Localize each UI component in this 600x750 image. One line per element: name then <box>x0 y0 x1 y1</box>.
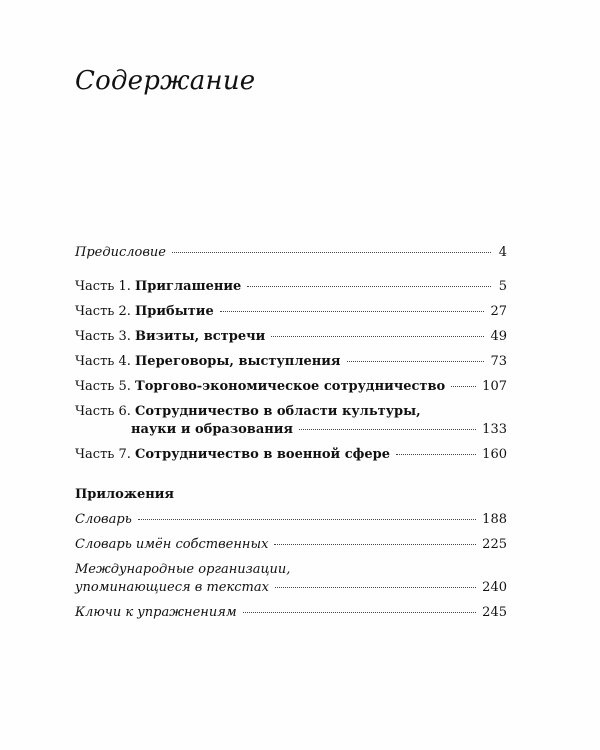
toc-entry-label: Ключи к упражнениям <box>75 605 237 620</box>
dot-leader <box>299 428 476 430</box>
toc-page-number: 49 <box>490 329 507 344</box>
toc-page-number: 27 <box>490 304 507 319</box>
toc-page-number: 160 <box>482 447 507 462</box>
toc-page-number: 188 <box>482 512 507 527</box>
toc-entry-appendix-1[interactable] <box>75 511 507 529</box>
toc-entry-part-7[interactable] <box>75 446 507 464</box>
dot-leader <box>243 611 477 613</box>
toc-page-number: 133 <box>482 422 507 437</box>
part-title: Переговоры, выступления <box>135 354 341 369</box>
dot-leader <box>274 543 476 545</box>
toc-entry-appendix-4[interactable] <box>75 604 507 622</box>
part-title: Сотрудничество в военной сфере <box>135 447 390 462</box>
part-title: Визиты, встречи <box>135 329 266 344</box>
table-of-contents <box>75 244 507 622</box>
toc-page-number: 107 <box>482 379 507 394</box>
part-title-continued: науки и образования <box>131 422 294 437</box>
toc-entry-part-3[interactable] <box>75 328 507 346</box>
toc-entry-label: Словарь имён собственных <box>75 537 269 552</box>
dot-leader <box>275 586 476 588</box>
toc-entry-part-6[interactable] <box>75 403 507 439</box>
toc-page-number: 240 <box>482 580 507 595</box>
dot-leader <box>451 385 476 387</box>
toc-page-number: 73 <box>490 354 507 369</box>
toc-entry-part-1[interactable] <box>75 278 507 296</box>
part-number: Часть 4. <box>75 354 131 369</box>
part-title: Прибытие <box>135 304 214 319</box>
dot-leader <box>271 335 484 337</box>
toc-entry-appendix-3[interactable] <box>75 561 507 597</box>
dot-leader <box>220 310 485 312</box>
part-number: Часть 2. <box>75 304 131 319</box>
appendix-heading: Приложения <box>75 487 175 502</box>
toc-entry-preface[interactable] <box>75 244 507 262</box>
toc-page-number: 4 <box>498 245 507 260</box>
page-title: Содержание <box>75 66 256 96</box>
dot-leader <box>172 251 491 253</box>
toc-entry-part-5[interactable] <box>75 378 507 396</box>
toc-page-number: 5 <box>498 279 507 294</box>
dot-leader <box>138 518 476 520</box>
part-title: Приглашение <box>135 279 242 294</box>
toc-page-number: 225 <box>482 537 507 552</box>
part-number: Часть 6. <box>75 404 131 419</box>
part-number: Часть 3. <box>75 329 131 344</box>
toc-entry-part-4[interactable] <box>75 353 507 371</box>
dot-leader <box>347 360 485 362</box>
part-number: Часть 7. <box>75 447 131 462</box>
toc-page-number: 245 <box>482 605 507 620</box>
toc-entry-label: Словарь <box>75 512 132 527</box>
toc-entry-label: Международные организации, <box>75 562 291 577</box>
toc-entry-appendix-2[interactable] <box>75 536 507 554</box>
part-number: Часть 1. <box>75 279 131 294</box>
part-number: Часть 5. <box>75 379 131 394</box>
toc-entry-label: Предисловие <box>75 245 166 260</box>
toc-entry-part-2[interactable] <box>75 303 507 321</box>
toc-entry-label-continued: упоминающиеся в текстах <box>75 580 269 595</box>
part-title: Торгово-экономическое сотрудничество <box>135 379 446 394</box>
dot-leader <box>396 453 476 455</box>
part-title: Сотрудничество в области культуры, <box>135 404 421 419</box>
dot-leader <box>247 285 491 287</box>
